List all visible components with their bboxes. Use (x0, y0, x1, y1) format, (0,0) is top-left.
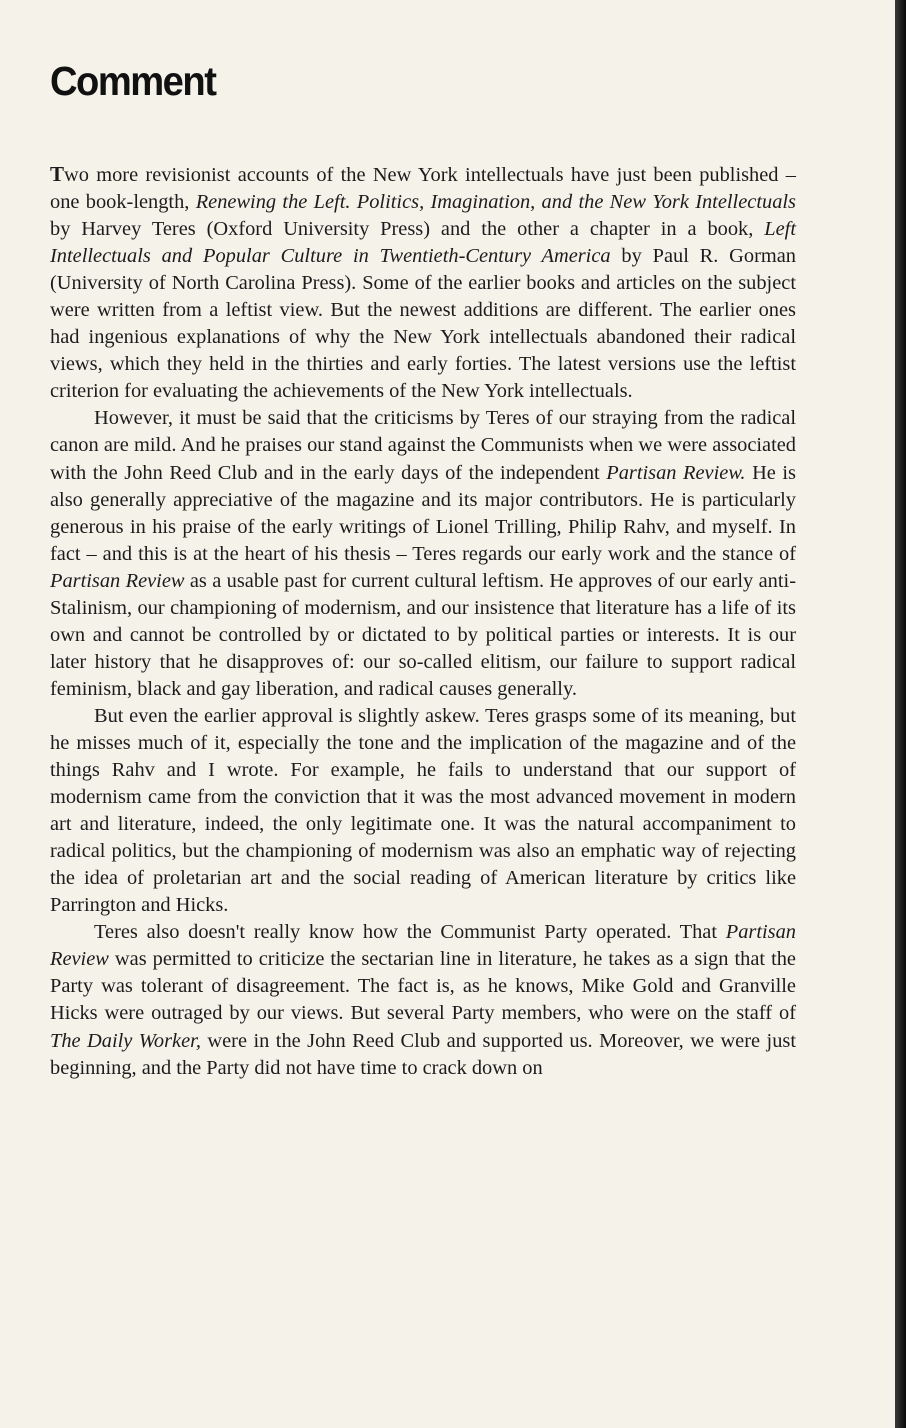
italic-title: Partisan Review (50, 569, 185, 592)
text-run: as a usable past for current cultural leftism. He approves of our early anti-Stalinism, our championing of modernism, and our insistence that literature has a life of its own and cannot be controlled by or dictated to by political parties or interests. It is our later history that he disapproves of: our so-called elitism, our failure to support radical feminism, black and gay liberation, and radical causes generally. (50, 569, 796, 700)
text-run: But even the earlier approval is slightly askew. Teres grasps some of its meaning, but he misses much of it, especially the tone and the implication of the magazine and of the things Rahv and I wrote. For example, he fails to understand that our support of modernism came from the conviction that it was the most advanced movement in modern art and literature, indeed, the only legitimate one. It was the natural accompaniment to radical politics, but the championing of modernism was also an emphatic way of rejecting the idea of proletarian art and the social reading of American literature by critics like Parrington and Hicks. (50, 704, 796, 917)
paragraph (50, 405, 796, 703)
text-run: by Harvey Teres (Oxford University Press) and the other a chapter in a book, (50, 218, 765, 241)
text-run: was permitted to criticize the sectarian line in literature, he takes as a sign that the Party was tolerant of disagreement. The fact is, as he knows, Mike Gold and Granville Hicks were outraged by our views. But several Party members, who were on the staff of (50, 948, 796, 1025)
text-run: Teres also doesn't really know how the Communist Party operated. That (94, 921, 726, 944)
page-title: Comment (50, 58, 216, 104)
text-run: However, it must be said that the criticisms by Teres of our straying from the radical canon are mild. And he praises our stand against the Communists when we were associated with the John Reed Club and in the early days of the independent (50, 407, 796, 484)
italic-title: Renewing the Left. Politics, Imagination, and the New York Intellectuals (195, 191, 796, 214)
text-run: by Paul R. Gorman (University of North Carolina Press). Some of the earlier books and articles on the subject were written from a leftist view. But the newest additions are different. The earlier ones had ingenious explanations of why the New York intellectuals abandoned their radical views, which they held in the thirties and early forties. The latest versions use the leftist criterion for evaluating the achievements of the New York intellectuals. (50, 245, 796, 403)
text-run: wo more revisionist accounts of the New York intellectuals have just been published – one book-length, (50, 164, 796, 214)
paragraph (50, 161, 796, 405)
italic-title: Partisan Review (50, 921, 796, 971)
initial-letter: T (50, 162, 65, 186)
page-edge-shadow (895, 0, 906, 1428)
paragraph (50, 919, 796, 1081)
paragraph (50, 703, 796, 919)
italic-title: Partisan Review. (606, 461, 746, 484)
italic-title: The Daily Worker, (50, 1029, 201, 1052)
italic-title: Left Intellectuals and Popular Culture in Twentieth-Century America (50, 218, 796, 268)
text-run: He is also generally appreciative of the magazine and its major contributors. He is particularly generous in his praise of the early writings of Lionel Trilling, Philip Rahv, and myself. In fact – and this is at the heart of his thesis – Teres regards our early work and the stance of (50, 461, 796, 565)
text-run: were in the John Reed Club and supported us. Moreover, we were just beginning, and the Party did not have time to crack down on (50, 1029, 796, 1079)
article-body (50, 161, 796, 1082)
